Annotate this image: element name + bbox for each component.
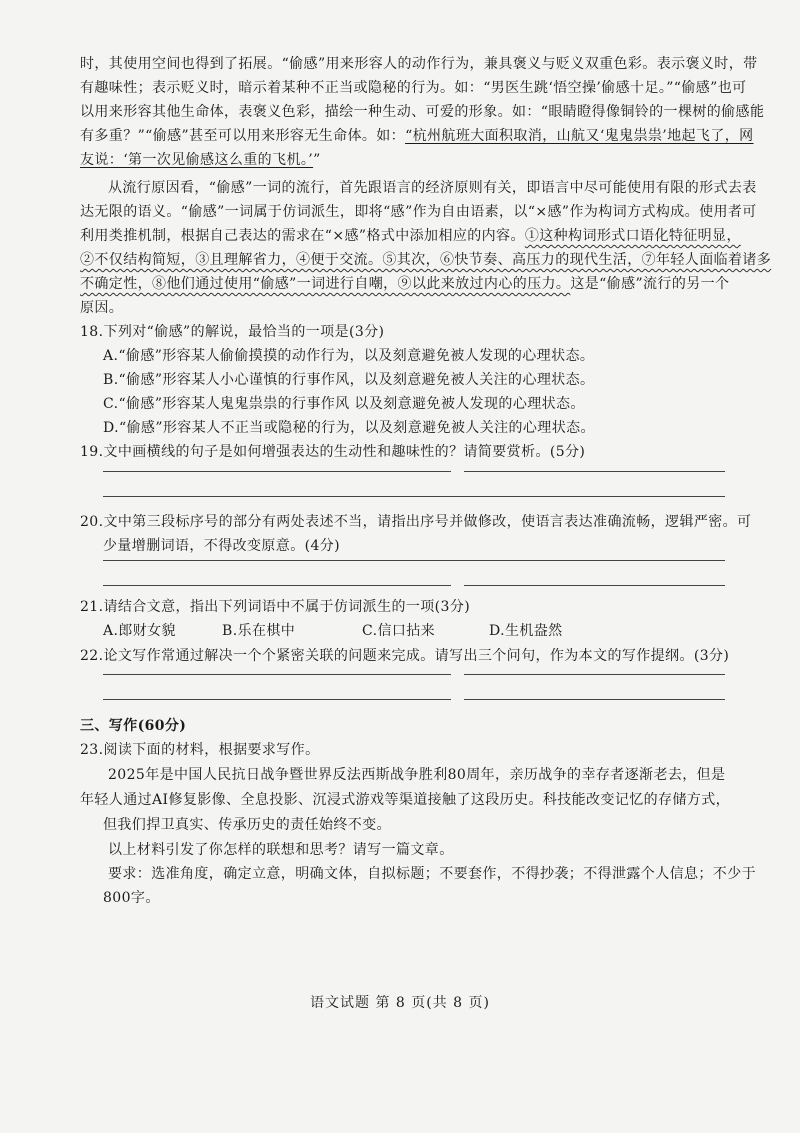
passage-line: 从流行原因看，“偷感”一词的流行，首先跟语言的经济原则有关，即语言中尽可能使用有限的形式去表 bbox=[108, 180, 757, 196]
passage-text: 有多重？”“偷感”甚至可以用来形容无生命体。如： bbox=[80, 128, 406, 144]
option-a: A.“偷感”形容某人偷偷摸摸的动作行为，以及刻意避免被人发现的心理状态。 bbox=[103, 348, 595, 364]
material-line: 2025年是中国人民抗日战争暨世界反法西斯战争胜利80周年，亲历战争的幸存者逐渐老去，但是 bbox=[108, 767, 726, 783]
section-title: 三、写作(60分) bbox=[80, 718, 187, 734]
writing-prompt: 以上材料引发了你怎样的联想和思考？请写一篇文章。 bbox=[108, 842, 454, 858]
passage-line: 有趣味性；表示贬义时，暗示着某种不正当或隐秘的行为。如：“男医生跳‘悟空操’偷感十足。”“偷感”也可 bbox=[80, 80, 747, 96]
numbered-segment: 不确定性，⑧他们通过使用“偷感”一词进行自嘲，⑨以此来放过内心的压力。 bbox=[80, 276, 571, 292]
passage-text: 这是“偷感”流行的另一个 bbox=[570, 276, 730, 292]
option-c: C.“偷感”形容某人鬼鬼祟祟的行事作风 以及刻意避免被人发现的心理状态。 bbox=[103, 396, 585, 412]
passage-line bbox=[80, 248, 772, 272]
option-c: C.信口拈来 bbox=[362, 623, 436, 639]
material-line: 但我们捍卫真实、传承历史的责任始终不变。 bbox=[103, 817, 391, 833]
option-d: D.“偷感”形容某人不正当或隐秘的行为，以及刻意避免被人关注的心理状态。 bbox=[103, 420, 595, 436]
passage-line: 原因。 bbox=[80, 300, 124, 316]
question-20-stem: 20.文中第三段标序号的部分有两处表述不当，请指出序号并做修改，使语言表达准确流畅，逻辑严密。可 bbox=[80, 514, 752, 530]
option-d: D.生机盎然 bbox=[489, 623, 563, 639]
passage-line bbox=[80, 148, 720, 172]
question-18-stem: 18.下列对“偷感”的解说，最恰当的一项是(3分) bbox=[80, 324, 385, 340]
question-19-stem: 19.文中画横线的句子是如何增强表达的生动性和趣味性的？请简要赏析。(5分) bbox=[80, 444, 586, 460]
writing-requirement: 要求：选准角度，确定立意，明确文体，自拟标题；不要套作，不得抄袭；不得泄露个人信息；不少于 bbox=[108, 866, 756, 882]
passage-text: ” bbox=[313, 152, 321, 168]
numbered-segment: ①这种构词形式口语化特征明显， bbox=[524, 228, 741, 244]
writing-requirement: 800字。 bbox=[103, 890, 160, 906]
option-b: B.乐在棋中 bbox=[222, 623, 296, 639]
answer-line[interactable] bbox=[103, 496, 725, 497]
passage-line bbox=[80, 272, 730, 296]
passage-line: 以用来形容其他生命体，表褒义色彩，描绘一种生动、可爱的形象。如：“眼睛瞪得像铜铃的一棵树的偷感能 bbox=[80, 104, 765, 120]
passage-line: 时，其使用空间也得到了拓展。“偷感”用来形容人的动作行为，兼具褒义与贬义双重色彩。表示褒义时，带 bbox=[80, 56, 758, 72]
question-22-stem: 22.论文写作常通过解决一个个紧密关联的问题来完成。请写出三个问句，作为本文的写作提纲。(3分) bbox=[80, 648, 730, 664]
numbered-segment: ②不仅结构简短，③且理解省力，④便于交流。⑤其次，⑥快节奏、高压力的现代生活，⑦年轻人面临着诸多 bbox=[80, 252, 772, 268]
passage-line bbox=[80, 224, 741, 248]
question-23-stem: 23.阅读下面的材料，根据要求写作。 bbox=[80, 742, 320, 758]
option-a: A.郎财女貌 bbox=[103, 623, 176, 639]
material-line: 年轻人通过AI修复影像、全息投影、沉浸式游戏等渠道接触了这段历史。科技能改变记忆的存储方式， bbox=[80, 792, 731, 808]
page-footer: 语文试题 第 8 页(共 8 页) bbox=[310, 995, 490, 1011]
option-b: B.“偷感”形容某人小心谨慎的行事作风，以及刻意避免被人关注的心理状态。 bbox=[103, 372, 595, 388]
passage-line: 达无限的语义。“偷感”一词属于仿词派生，即将“感”作为自由语素，以“×感”作为构词方式构成。使用者可 bbox=[80, 204, 757, 220]
passage-line bbox=[80, 124, 754, 148]
answer-line[interactable] bbox=[103, 560, 725, 561]
underlined-sentence: “杭州航班大面积取消，山航又‘鬼鬼祟祟’地起飞了，网 bbox=[405, 128, 754, 144]
underlined-sentence: 友说：‘第一次见偷感这么重的飞机。’ bbox=[80, 152, 314, 168]
passage-text: 利用类推机制，根据自己表达的需求在“×感”格式中添加相应的内容。 bbox=[80, 228, 525, 244]
question-20-stem: 少量增删词语，不得改变原意。(4分) bbox=[103, 538, 341, 554]
question-21-stem: 21.请结合文意，指出下列词语中不属于仿词派生的一项(3分) bbox=[80, 599, 471, 615]
